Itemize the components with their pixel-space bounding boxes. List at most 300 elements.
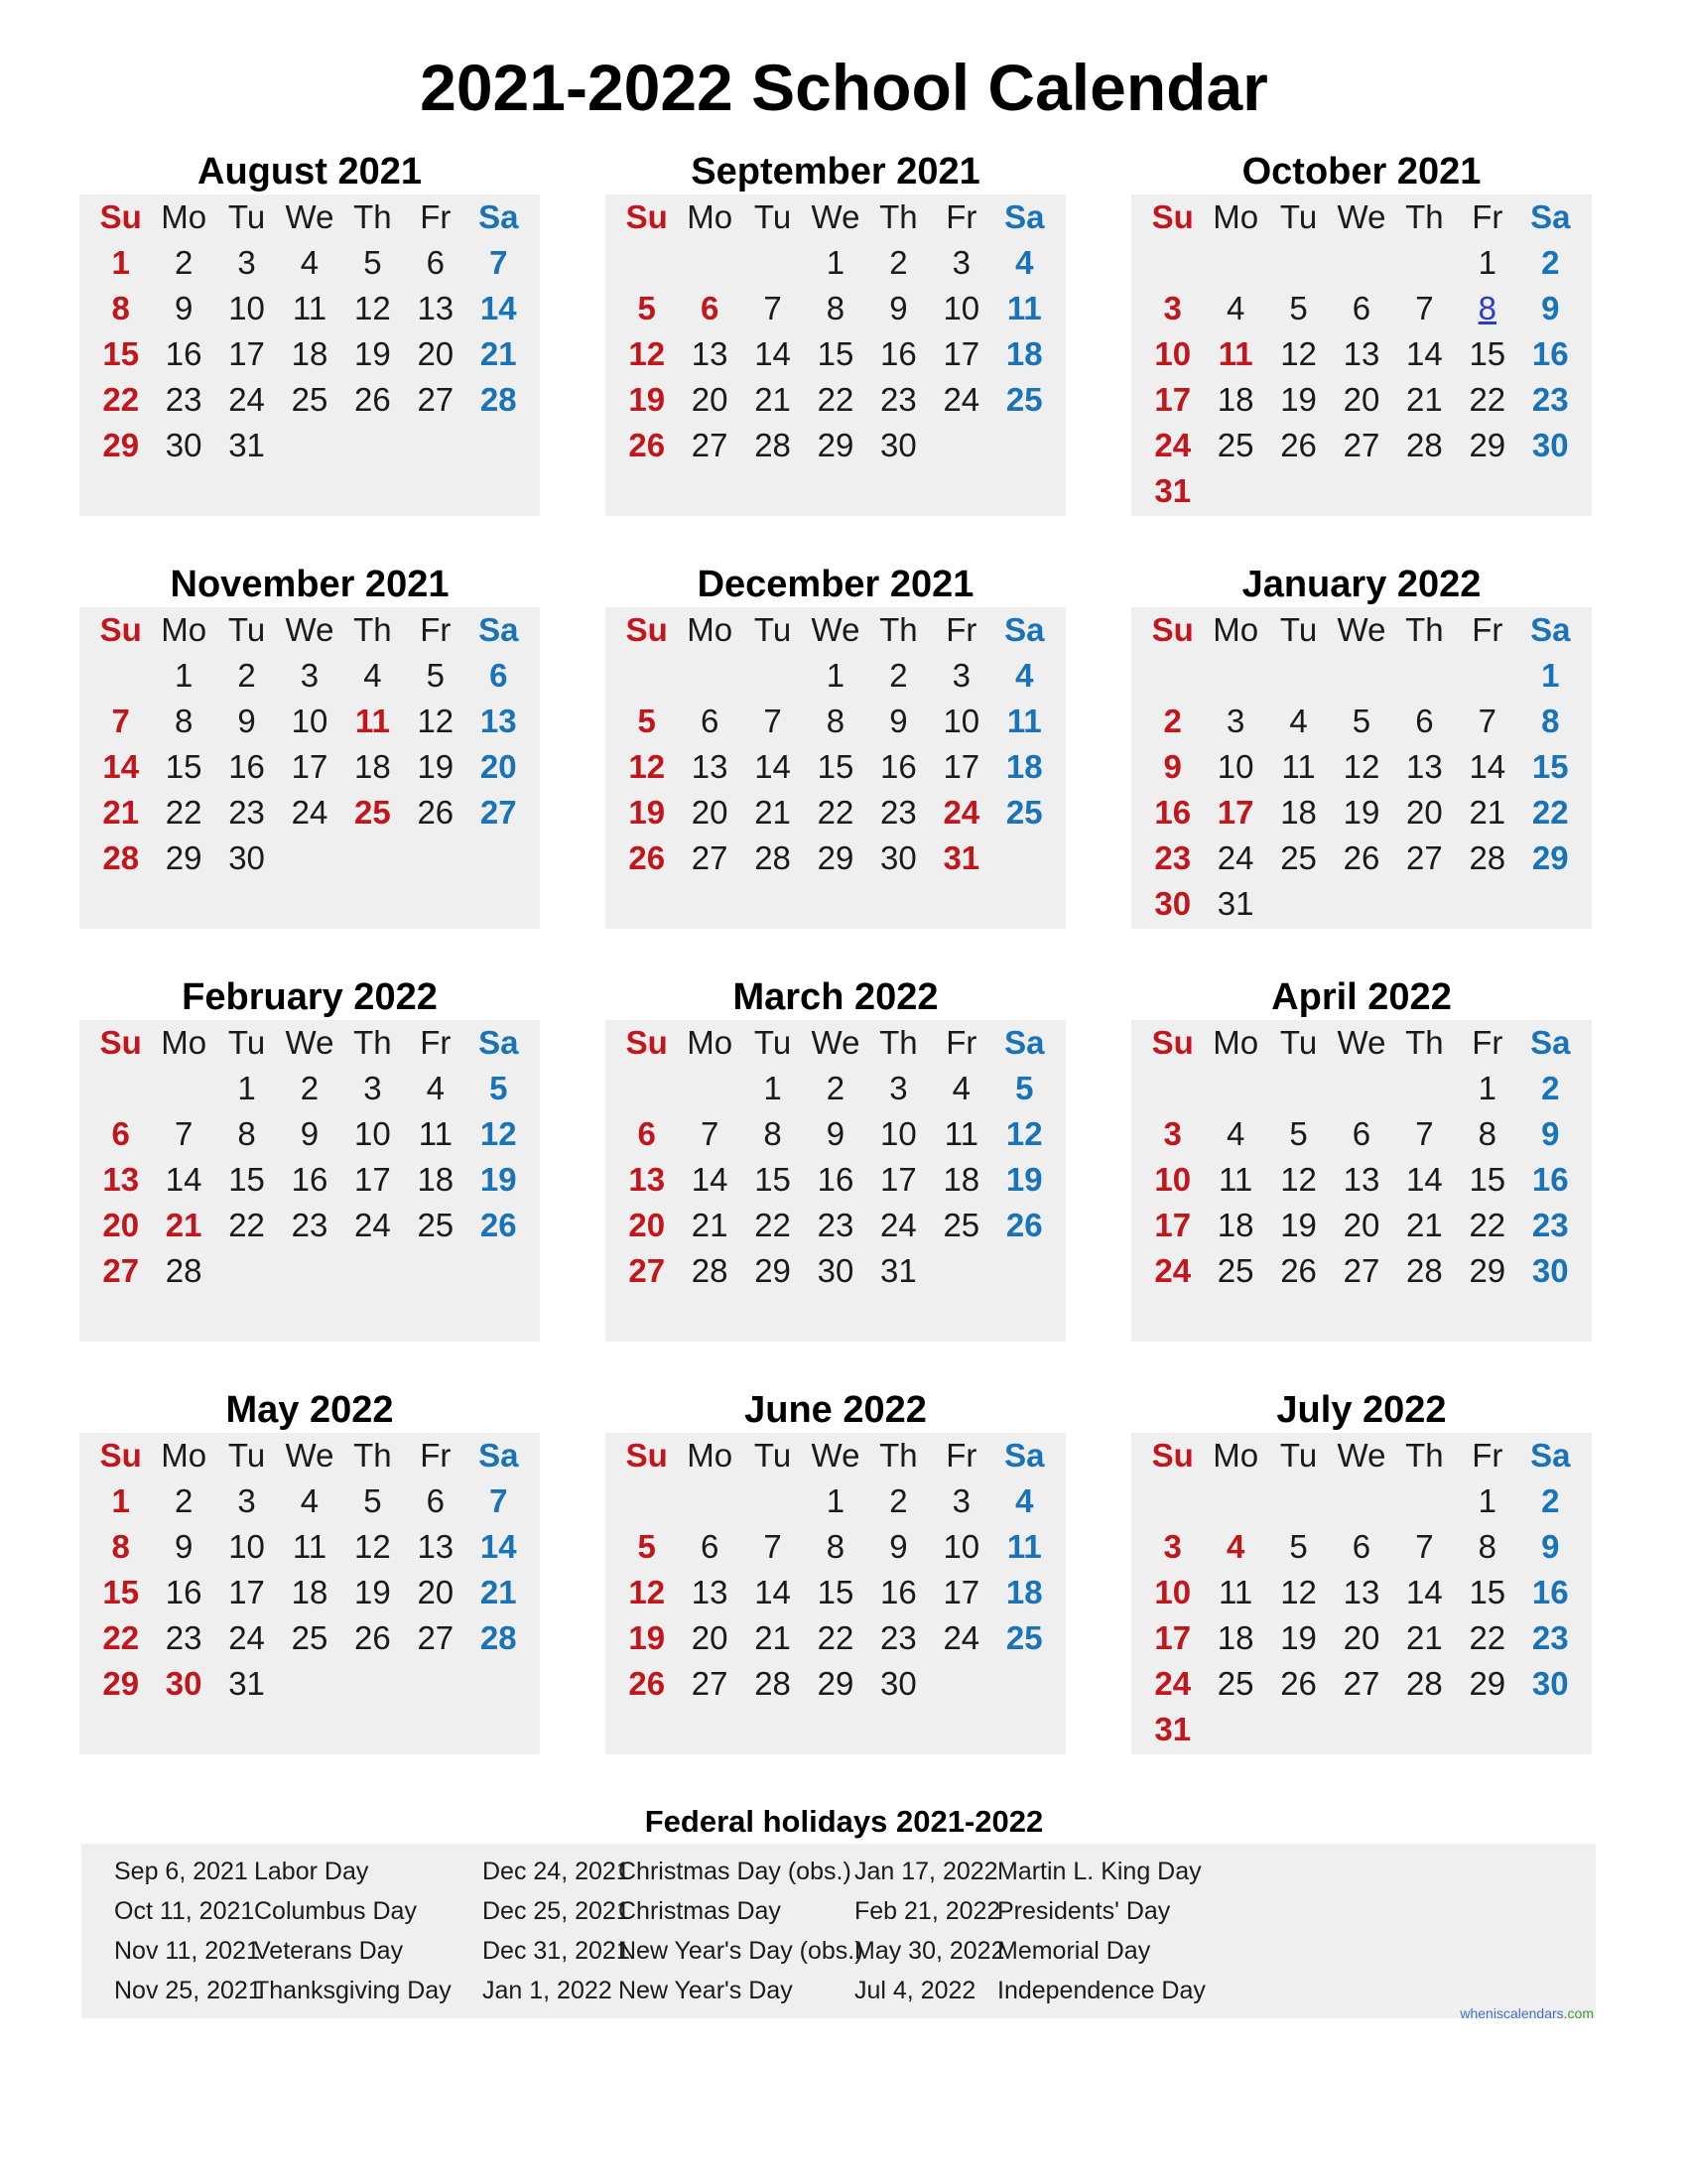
day-cell: 3 xyxy=(1226,703,1245,739)
month-title: April 2022 xyxy=(1271,976,1452,1018)
weekday-header: Tu xyxy=(227,1024,266,1061)
day-cell: 7 xyxy=(1478,703,1496,739)
empty-day xyxy=(152,1066,214,1111)
day-cell: 1 xyxy=(174,657,194,694)
month-calendar xyxy=(79,1387,540,1754)
weekday-header: Fr xyxy=(946,1437,977,1474)
day-cell: 29 xyxy=(1531,839,1569,876)
day-cell: 20 xyxy=(691,794,728,831)
day-cell: 20 xyxy=(1406,794,1443,831)
day-cell: 29 xyxy=(102,427,140,463)
weekday-header: Tu xyxy=(753,1437,792,1474)
day-cell: 5 xyxy=(426,657,445,694)
holiday-name: Labor Day xyxy=(254,1858,369,1885)
day-cell: 30 xyxy=(1531,1665,1569,1702)
day-cell: 30 xyxy=(165,427,202,463)
month-title: September 2021 xyxy=(691,151,980,193)
weekday-header: Mo xyxy=(687,1024,733,1061)
day-cell: 21 xyxy=(754,794,791,831)
day-cell: 10 xyxy=(291,703,328,739)
day-cell: 12 xyxy=(1343,748,1380,785)
day-cell: 17 xyxy=(880,1161,917,1198)
day-cell: 24 xyxy=(291,794,328,831)
day-cell: 4 xyxy=(300,244,320,281)
day-cell: 13 xyxy=(691,1574,728,1610)
weekday-header: We xyxy=(285,611,334,648)
weekday-header: Th xyxy=(353,1437,392,1474)
weekday-header: Mo xyxy=(687,198,733,235)
day-cell: 17 xyxy=(354,1161,391,1198)
weekday-header: Sa xyxy=(1004,198,1045,235)
empty-day xyxy=(1267,1066,1330,1111)
day-cell: 14 xyxy=(102,748,140,785)
holiday-name: New Year's Day (obs.) xyxy=(618,1937,863,1965)
day-cell: 21 xyxy=(479,1574,517,1610)
day-cell: 3 xyxy=(300,657,320,694)
holiday-date: Oct 11, 2021 xyxy=(114,1897,255,1925)
day-cell: 27 xyxy=(628,1252,666,1289)
day-cell: 22 xyxy=(1469,381,1506,418)
day-cell: 19 xyxy=(354,335,391,372)
day-cell: 13 xyxy=(102,1161,140,1198)
day-cell: 23 xyxy=(165,1619,202,1656)
day-cell: 25 xyxy=(1217,1665,1254,1702)
day-cell: 15 xyxy=(1469,1574,1506,1610)
month-title: June 2022 xyxy=(744,1389,927,1431)
month-body xyxy=(79,1433,540,1754)
day-cell: 2 xyxy=(1541,1482,1560,1519)
day-cell: 19 xyxy=(1280,1619,1317,1656)
day-cell: 3 xyxy=(889,1070,908,1106)
day-cell: 1 xyxy=(1541,657,1560,694)
weekday-header: Sa xyxy=(1004,1437,1045,1474)
weekday-header: Th xyxy=(879,1024,918,1061)
day-cell: 5 xyxy=(637,1528,656,1565)
weekday-header: Th xyxy=(1405,198,1444,235)
day-cell: 18 xyxy=(1217,1619,1254,1656)
day-cell: 8 xyxy=(237,1115,256,1152)
day-cell: 17 xyxy=(1154,1619,1192,1656)
day-cell: 9 xyxy=(1163,748,1182,785)
day-cell: 15 xyxy=(1469,1161,1506,1198)
empty-day xyxy=(1267,653,1330,699)
day-cell: 20 xyxy=(691,1619,728,1656)
day-cell: 28 xyxy=(479,381,517,418)
day-cell: 27 xyxy=(691,839,728,876)
day-cell: 14 xyxy=(691,1161,728,1198)
holiday-date: Nov 11, 2021 xyxy=(114,1937,260,1965)
holiday-date: Jan 1, 2022 xyxy=(482,1977,612,2004)
day-cell: 27 xyxy=(691,427,728,463)
day-cell: 22 xyxy=(817,1619,854,1656)
empty-day xyxy=(89,653,152,699)
empty-day xyxy=(741,240,804,286)
day-cell: 25 xyxy=(1217,427,1254,463)
holiday-date: Sep 6, 2021 xyxy=(114,1858,248,1885)
day-cell: 16 xyxy=(880,748,917,785)
weekday-header: Sa xyxy=(1530,611,1571,648)
day-cell: 2 xyxy=(889,1482,908,1519)
empty-day xyxy=(89,1066,152,1111)
holiday-name: Thanksgiving Day xyxy=(254,1977,452,2004)
day-cell: 7 xyxy=(763,703,782,739)
day-cell: 5 xyxy=(1289,1115,1308,1152)
day-cell: 15 xyxy=(817,748,854,785)
day-cell: 14 xyxy=(165,1161,202,1198)
day-cell: 18 xyxy=(1217,1207,1254,1243)
day-cell: 2 xyxy=(1163,703,1182,739)
day-cell: 24 xyxy=(228,381,265,418)
day-cell: 24 xyxy=(228,1619,265,1656)
day-cell: 24 xyxy=(943,381,980,418)
day-cell: 22 xyxy=(817,794,854,831)
month-body xyxy=(1131,607,1592,929)
day-cell: 20 xyxy=(1343,1619,1380,1656)
weekday-header: Sa xyxy=(1004,1024,1045,1061)
day-cell: 1 xyxy=(237,1070,256,1106)
holiday-date: Dec 24, 2021 xyxy=(482,1858,630,1885)
day-cell: 13 xyxy=(1406,748,1443,785)
day-cell: 26 xyxy=(354,381,391,418)
day-cell: 26 xyxy=(628,427,666,463)
day-cell: 31 xyxy=(228,427,265,463)
empty-day xyxy=(741,1478,804,1524)
day-cell: 13 xyxy=(417,1528,454,1565)
day-cell: 26 xyxy=(479,1207,517,1243)
day-cell: 31 xyxy=(880,1252,917,1289)
weekday-header: Sa xyxy=(1530,198,1571,235)
day-cell: 29 xyxy=(102,1665,140,1702)
day-cell: 7 xyxy=(1415,1528,1434,1565)
day-cell: 17 xyxy=(1154,381,1192,418)
day-cell: 2 xyxy=(1541,244,1560,281)
holiday-date: Dec 25, 2021 xyxy=(482,1897,630,1925)
empty-day xyxy=(678,653,740,699)
day-cell: 7 xyxy=(1415,1115,1434,1152)
weekday-header: Mo xyxy=(161,1024,207,1061)
credit-part3: com xyxy=(1567,2005,1594,2021)
empty-day xyxy=(678,240,740,286)
day-cell: 10 xyxy=(354,1115,391,1152)
weekday-header: Sa xyxy=(1530,1437,1571,1474)
weekday-header: We xyxy=(285,198,334,235)
day-cell: 3 xyxy=(952,244,971,281)
day-cell: 21 xyxy=(1469,794,1506,831)
day-cell: 30 xyxy=(1531,1252,1569,1289)
credit-part1: wheniscalendars xyxy=(1460,2005,1564,2021)
month-calendar xyxy=(1131,149,1592,516)
day-cell: 16 xyxy=(165,335,202,372)
month-body xyxy=(1131,1433,1592,1754)
day-cell: 8 xyxy=(1478,1528,1496,1565)
day-cell: 1 xyxy=(111,244,130,281)
day-cell: 13 xyxy=(479,703,517,739)
day-cell: 4 xyxy=(1226,1115,1245,1152)
day-cell: 30 xyxy=(1531,427,1569,463)
day-cell: 21 xyxy=(479,335,517,372)
weekday-header: Th xyxy=(353,1024,392,1061)
day-cell: 17 xyxy=(1154,1207,1192,1243)
day-cell: 3 xyxy=(1163,1528,1182,1565)
month-calendar xyxy=(605,149,1066,516)
weekday-header: We xyxy=(811,611,860,648)
day-cell: 14 xyxy=(479,1528,517,1565)
weekday-header: Mo xyxy=(161,611,207,648)
day-cell: 6 xyxy=(1352,1528,1371,1565)
holiday-date: Jan 17, 2022 xyxy=(854,1858,998,1885)
weekday-header: We xyxy=(1337,611,1386,648)
day-cell: 6 xyxy=(489,657,508,694)
day-cell: 6 xyxy=(700,703,719,739)
weekday-header: Th xyxy=(879,1437,918,1474)
day-cell: 12 xyxy=(628,335,666,372)
day-cell: 12 xyxy=(354,290,391,326)
empty-day xyxy=(1141,1478,1204,1524)
day-cell: 18 xyxy=(1005,1574,1043,1610)
day-cell: 16 xyxy=(1531,335,1569,372)
day-cell: 5 xyxy=(489,1070,508,1106)
day-cell: 19 xyxy=(1343,794,1380,831)
empty-day xyxy=(615,653,678,699)
day-cell: 14 xyxy=(479,290,517,326)
empty-day xyxy=(1204,1066,1266,1111)
day-cell: 22 xyxy=(102,381,140,418)
day-cell: 24 xyxy=(354,1207,391,1243)
weekday-header: Mo xyxy=(161,198,207,235)
day-cell: 3 xyxy=(1163,1115,1182,1152)
day-cell: 15 xyxy=(754,1161,791,1198)
site-credit-link[interactable] xyxy=(1460,2005,1594,2021)
day-cell: 3 xyxy=(363,1070,382,1106)
weekday-header: Sa xyxy=(1004,611,1045,648)
day-cell: 27 xyxy=(1343,1665,1380,1702)
day-cell: 23 xyxy=(1531,1619,1569,1656)
day-cell: 23 xyxy=(817,1207,854,1243)
month-body xyxy=(605,1020,1066,1342)
day-cell: 18 xyxy=(417,1161,454,1198)
month-body xyxy=(79,1020,540,1342)
day-cell: 29 xyxy=(817,427,854,463)
day-cell: 6 xyxy=(1352,290,1371,326)
day-cell: 11 xyxy=(944,1115,978,1152)
day-cell: 29 xyxy=(1469,427,1506,463)
weekday-header: Tu xyxy=(1279,611,1318,648)
weekday-header: Mo xyxy=(687,611,733,648)
weekday-header: Th xyxy=(1405,1024,1444,1061)
day-cell: 25 xyxy=(1005,1619,1043,1656)
holiday-name: Presidents' Day xyxy=(997,1897,1171,1925)
day-cell: 17 xyxy=(943,335,980,372)
day-cell: 31 xyxy=(1154,472,1192,509)
day-cell: 31 xyxy=(1217,885,1254,922)
day-cell: 28 xyxy=(754,427,791,463)
day-cell: 19 xyxy=(1280,1207,1317,1243)
day-cell: 14 xyxy=(754,748,791,785)
day-cell: 27 xyxy=(1343,427,1380,463)
day-cell: 12 xyxy=(479,1115,517,1152)
weekday-header: Mo xyxy=(1213,1024,1259,1061)
day-cell: 7 xyxy=(489,1482,508,1519)
day-cell: 13 xyxy=(691,748,728,785)
day-cell: 21 xyxy=(754,381,791,418)
day-cell: 13 xyxy=(691,335,728,372)
day-cell: 9 xyxy=(889,1528,908,1565)
day-cell: 21 xyxy=(754,1619,791,1656)
month-body xyxy=(605,607,1066,929)
day-cell: 12 xyxy=(417,703,454,739)
month-title: January 2022 xyxy=(1241,564,1482,605)
day-cell: 9 xyxy=(889,703,908,739)
day-cell[interactable]: 8 xyxy=(1478,290,1496,326)
credit-part2: . xyxy=(1563,2005,1568,2021)
empty-day xyxy=(1330,653,1392,699)
day-cell: 25 xyxy=(1280,839,1317,876)
day-cell: 16 xyxy=(880,1574,917,1610)
day-cell: 2 xyxy=(237,657,256,694)
weekday-header: Fr xyxy=(420,1437,452,1474)
day-cell: 31 xyxy=(943,839,980,876)
holiday-name: Christmas Day (obs.) xyxy=(618,1858,851,1885)
day-cell: 23 xyxy=(165,381,202,418)
day-cell: 16 xyxy=(817,1161,854,1198)
day-cell: 9 xyxy=(1541,290,1560,326)
day-cell: 16 xyxy=(165,1574,202,1610)
day-cell: 6 xyxy=(700,290,719,326)
weekday-header: Mo xyxy=(1213,1437,1259,1474)
empty-day xyxy=(1330,1066,1392,1111)
weekday-header: We xyxy=(811,1024,860,1061)
day-cell: 13 xyxy=(1343,335,1380,372)
month-calendar xyxy=(1131,974,1592,1342)
day-cell: 11 xyxy=(418,1115,453,1152)
day-cell: 15 xyxy=(1531,748,1569,785)
weekday-header: Fr xyxy=(946,1024,977,1061)
day-cell: 1 xyxy=(763,1070,782,1106)
day-cell: 29 xyxy=(754,1252,791,1289)
day-cell: 1 xyxy=(826,1482,845,1519)
weekday-header: We xyxy=(285,1024,334,1061)
weekday-header: Th xyxy=(353,198,392,235)
weekday-header: Fr xyxy=(1472,1437,1503,1474)
holiday-date: May 30, 2022 xyxy=(854,1937,1005,1965)
empty-day xyxy=(1393,1478,1456,1524)
empty-day xyxy=(1393,653,1456,699)
day-cell: 20 xyxy=(1343,381,1380,418)
weekday-header: Mo xyxy=(161,1437,207,1474)
day-cell: 28 xyxy=(1406,1252,1443,1289)
holidays-table xyxy=(81,1844,1596,2018)
day-cell: 12 xyxy=(1280,1574,1317,1610)
day-cell: 14 xyxy=(1406,1161,1443,1198)
weekday-header: Th xyxy=(1405,1437,1444,1474)
day-cell: 25 xyxy=(291,1619,328,1656)
day-cell: 28 xyxy=(479,1619,517,1656)
day-cell: 25 xyxy=(417,1207,454,1243)
day-cell: 21 xyxy=(1406,1207,1443,1243)
day-cell: 18 xyxy=(291,335,328,372)
month-title: May 2022 xyxy=(225,1389,394,1431)
day-cell: 6 xyxy=(111,1115,130,1152)
month-calendar xyxy=(79,974,540,1342)
day-cell: 19 xyxy=(628,794,666,831)
day-cell: 19 xyxy=(479,1161,517,1198)
month-body xyxy=(79,194,540,516)
weekday-header: Fr xyxy=(1472,611,1503,648)
empty-day xyxy=(1141,240,1204,286)
day-cell: 11 xyxy=(1218,335,1253,372)
day-cell: 18 xyxy=(943,1161,980,1198)
holidays-title: Federal holidays 2021-2022 xyxy=(644,1804,1044,1839)
weekday-header: Fr xyxy=(1472,198,1503,235)
empty-day xyxy=(678,1478,740,1524)
weekday-header: Sa xyxy=(478,198,519,235)
weekday-header: Fr xyxy=(1472,1024,1503,1061)
day-cell: 6 xyxy=(426,244,445,281)
day-cell: 25 xyxy=(354,794,391,831)
day-cell: 22 xyxy=(817,381,854,418)
day-cell: 9 xyxy=(174,290,194,326)
day-cell: 2 xyxy=(174,1482,194,1519)
day-cell: 13 xyxy=(1343,1161,1380,1198)
day-cell: 7 xyxy=(111,703,130,739)
day-cell: 11 xyxy=(1006,703,1042,739)
day-cell: 18 xyxy=(1005,748,1043,785)
day-cell: 23 xyxy=(1154,839,1192,876)
day-cell: 21 xyxy=(1406,381,1443,418)
month-title: October 2021 xyxy=(1241,151,1482,193)
day-cell: 3 xyxy=(952,657,971,694)
month-title: February 2022 xyxy=(182,976,438,1018)
day-cell: 10 xyxy=(943,1528,980,1565)
holiday-name: Martin L. King Day xyxy=(997,1858,1202,1885)
day-cell: 13 xyxy=(417,290,454,326)
weekday-header: We xyxy=(811,1437,860,1474)
holiday-name: Memorial Day xyxy=(997,1937,1151,1965)
day-cell: 27 xyxy=(1343,1252,1380,1289)
day-cell: 10 xyxy=(943,290,980,326)
day-cell: 23 xyxy=(880,381,917,418)
weekday-header: Mo xyxy=(1213,198,1259,235)
empty-day xyxy=(1330,1478,1392,1524)
day-cell: 4 xyxy=(952,1070,971,1106)
day-cell: 5 xyxy=(1352,703,1371,739)
day-cell: 6 xyxy=(1415,703,1434,739)
day-cell: 12 xyxy=(628,1574,666,1610)
day-cell: 20 xyxy=(102,1207,140,1243)
day-cell: 5 xyxy=(363,1482,382,1519)
empty-day xyxy=(1204,1478,1266,1524)
weekday-header: Tu xyxy=(1279,1024,1318,1061)
day-cell: 8 xyxy=(826,703,845,739)
day-cell: 9 xyxy=(1541,1115,1560,1152)
day-cell: 19 xyxy=(354,1574,391,1610)
day-cell: 6 xyxy=(1352,1115,1371,1152)
day-cell: 25 xyxy=(1217,1252,1254,1289)
day-cell: 18 xyxy=(1005,335,1043,372)
day-cell: 4 xyxy=(1015,244,1034,281)
empty-day xyxy=(1267,1478,1330,1524)
empty-day xyxy=(678,1066,740,1111)
month-calendar xyxy=(605,1387,1066,1754)
day-cell: 22 xyxy=(1469,1207,1506,1243)
day-cell: 2 xyxy=(826,1070,845,1106)
day-cell: 17 xyxy=(943,1574,980,1610)
day-cell: 14 xyxy=(754,1574,791,1610)
day-cell: 10 xyxy=(1217,748,1254,785)
day-cell: 22 xyxy=(165,794,202,831)
month-title: July 2022 xyxy=(1276,1389,1447,1431)
day-cell: 21 xyxy=(165,1207,202,1243)
